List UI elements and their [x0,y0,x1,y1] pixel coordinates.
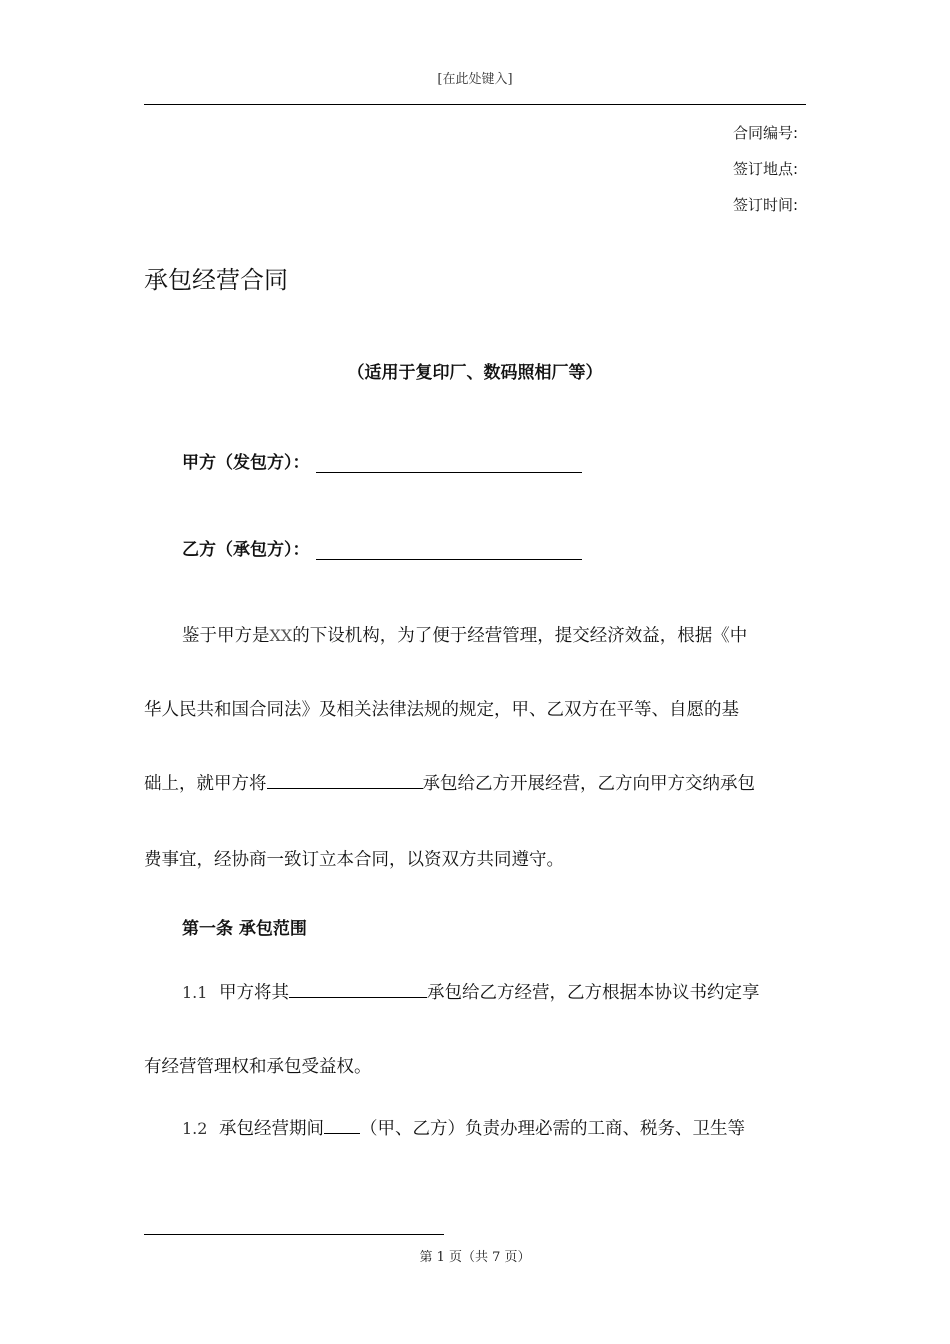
contract-number-label: 合同编号: [732,124,798,142]
preamble-line-1 [182,622,806,647]
clause-1-1: 1.1 甲方将其 承包给乙方经营，乙方根据本协议书约定享 [182,979,806,1004]
footnote-rule [144,1234,444,1235]
xx-placeholder: XX [269,626,293,645]
clause-1-2: 1.2 承包经营期间 （甲、乙方）负责办理必需的工商、税务、卫生等 [182,1115,806,1140]
preamble-line-3: 础上，就甲方将 承包给乙方开展经营，乙方向甲方交纳承包 [144,770,806,795]
section-heading: 第一条 承包范围 [182,919,307,939]
party-b-row [182,535,582,560]
header-placeholder[interactable]: [在此处键入] [437,72,513,87]
clause-number: 1.1 [182,983,208,1002]
contracted-item-blank[interactable] [289,980,427,998]
party-a-row [182,448,582,473]
preamble-line-2: 华人民共和国合同法》及相关法律法规的规定，甲、乙双方在平等、自愿的基 [144,700,739,720]
preamble-text: 鉴于甲方是XX的下设机构，为了便于经营管理，提交经济效益，根据《中 [182,626,748,646]
responsible-party-blank[interactable] [324,1116,360,1134]
clause-number: 1.2 [182,1119,208,1138]
contract-object-blank[interactable] [267,771,423,789]
party-a-blank[interactable] [316,454,582,473]
party-a-label: 甲方（发包方）： [182,453,310,473]
sign-time-label: 签订时间: [732,196,798,214]
preamble-line-4: 费事宜，经协商一致订立本合同，以资双方共同遵守。 [144,850,564,870]
header-rule [144,104,806,105]
page-title: 承包经营合同 [144,266,288,294]
document-subtitle: （适用于复印厂、数码照相厂等） [347,363,603,383]
clause-1-1-continued: 有经营管理权和承包受益权。 [144,1057,372,1077]
page-number: 第 1 页（共 7 页） [419,1250,531,1265]
party-b-label: 乙方（承包方）： [182,540,310,560]
sign-place-label: 签订地点: [732,160,798,178]
party-b-blank[interactable] [316,541,582,560]
